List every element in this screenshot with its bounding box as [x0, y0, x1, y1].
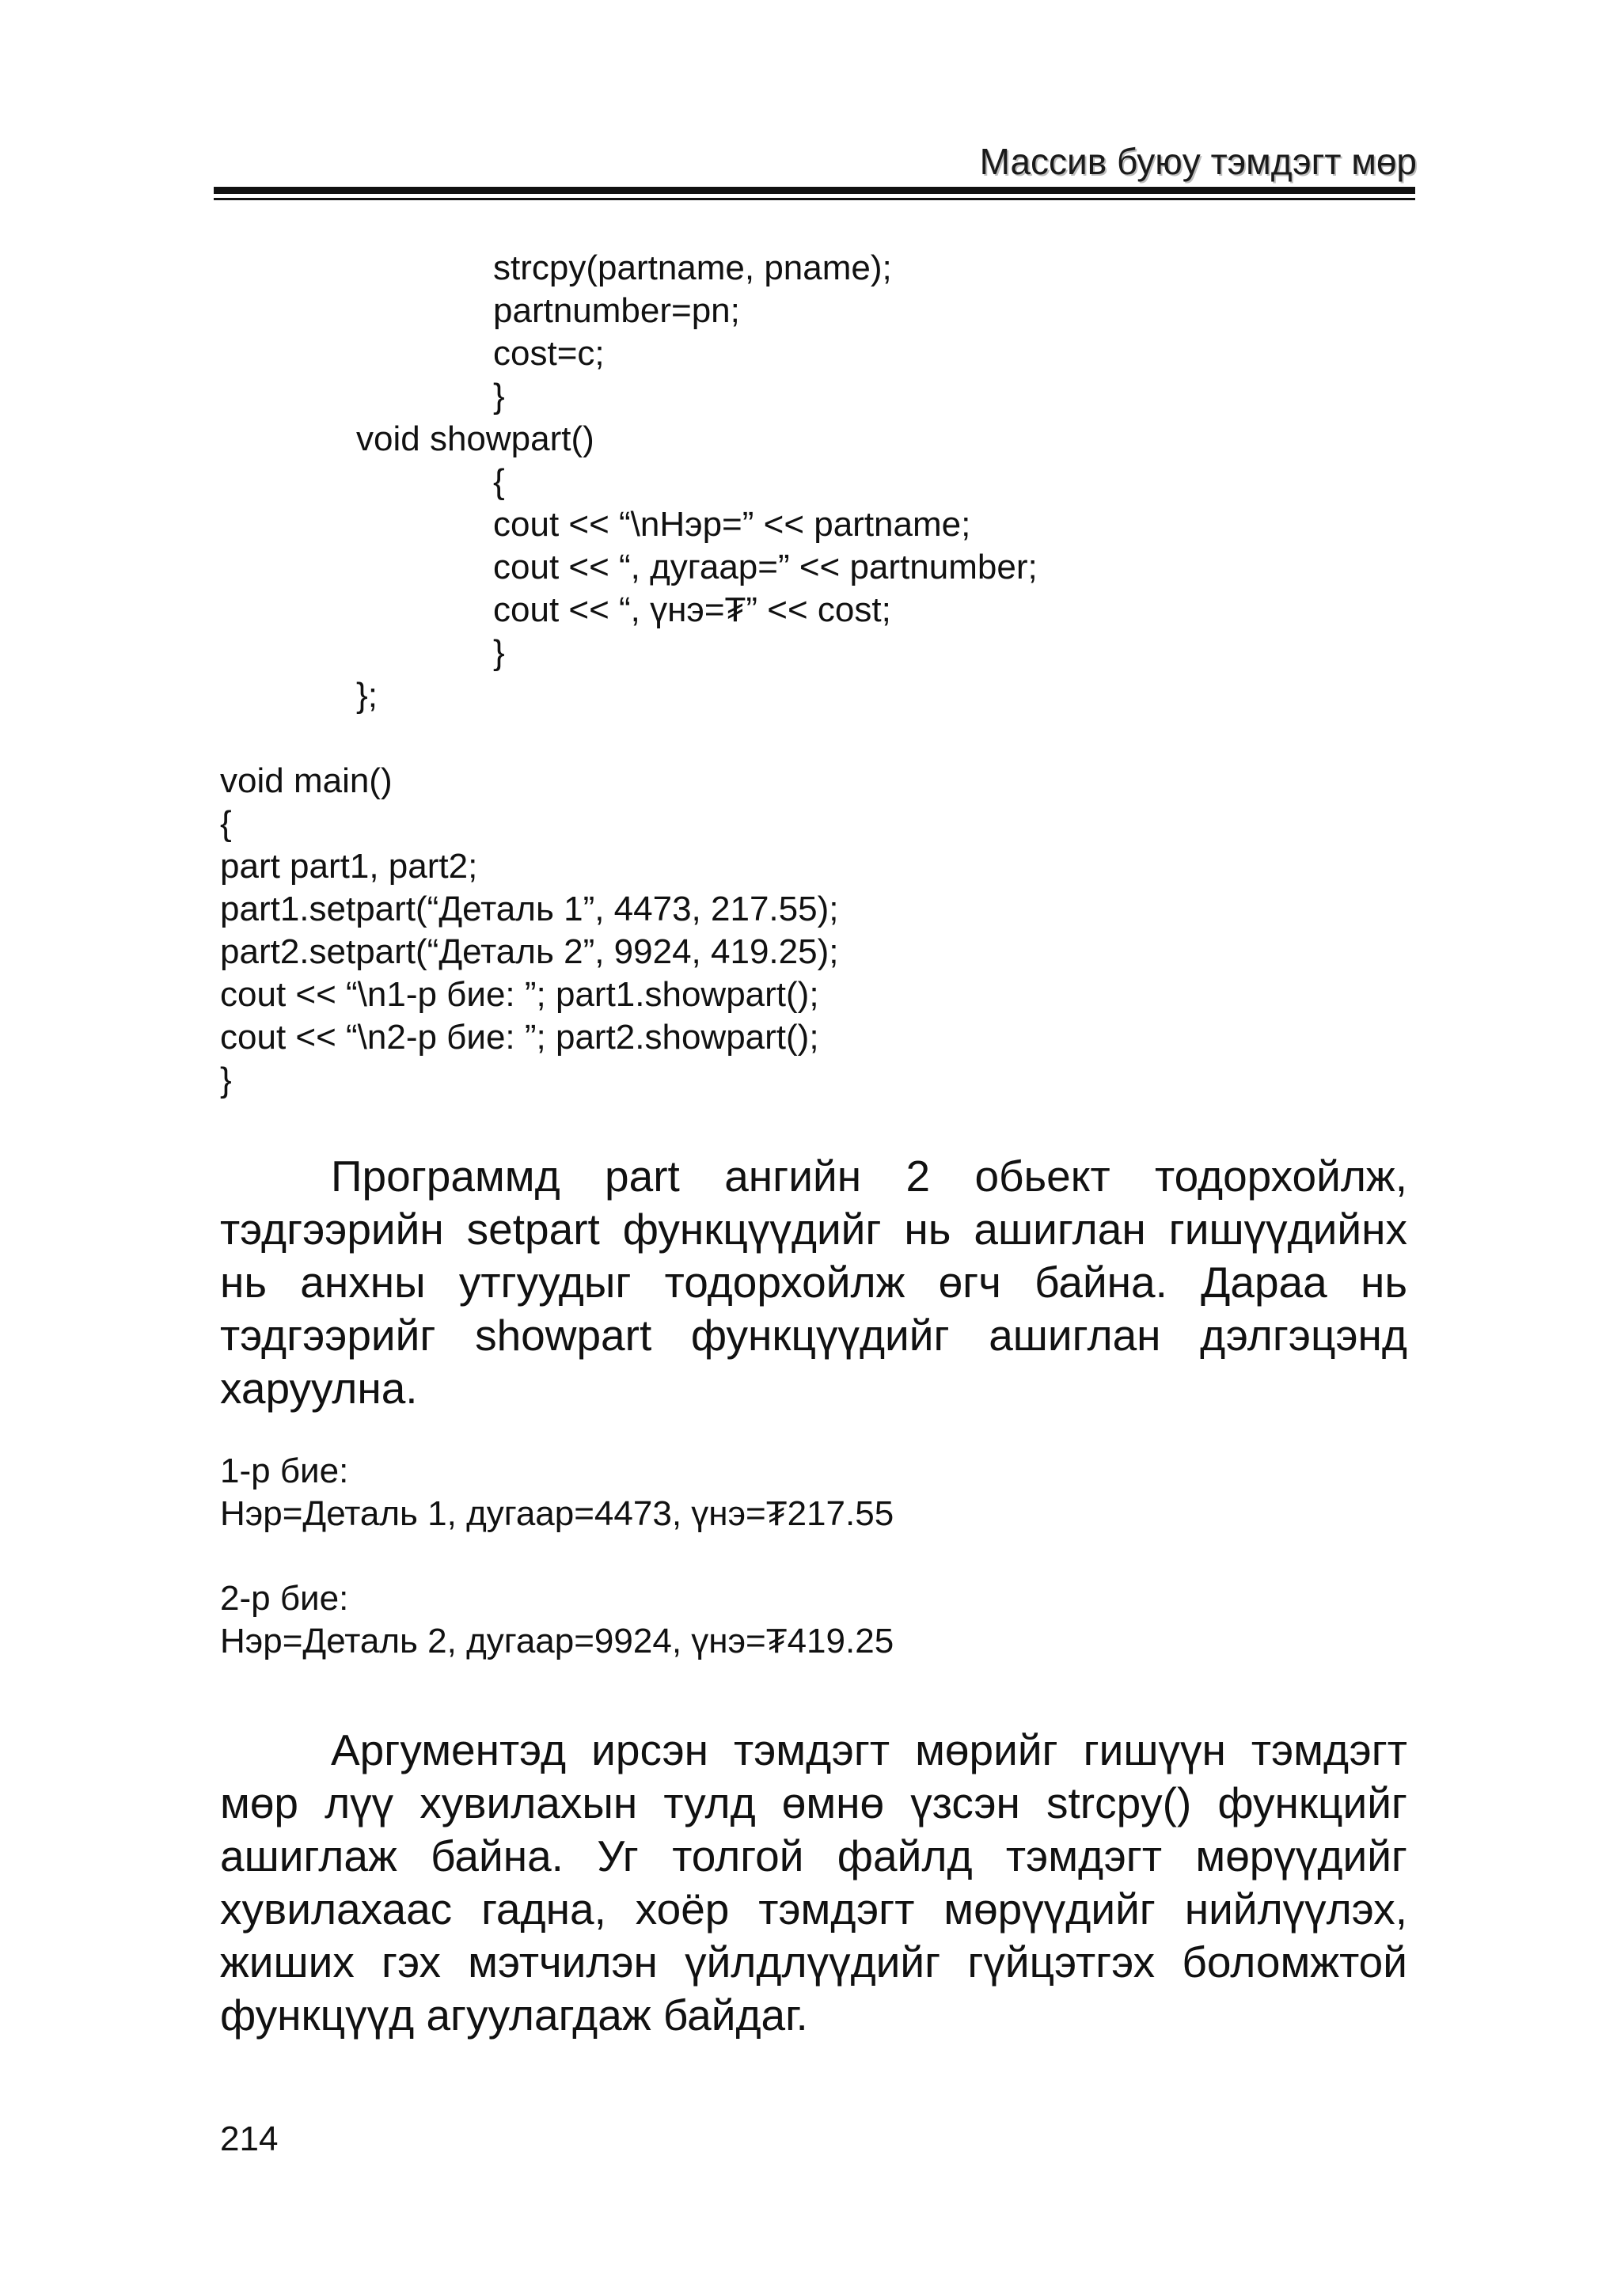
code-line: part2.setpart(“Деталь 2”, 9924, 419.25);	[220, 932, 839, 971]
header-rule	[214, 187, 1415, 194]
code-line: cout << “, үнэ=₮” << cost;	[493, 590, 891, 629]
output-label: 2-р бие:	[220, 1579, 349, 1618]
output-label: 1-р бие:	[220, 1452, 349, 1490]
code-line: {	[220, 804, 232, 843]
code-line: cost=c;	[493, 334, 605, 373]
code-line: strcpy(partname, pname);	[493, 249, 892, 287]
running-header: Массив буюу тэмдэгт мөр	[979, 141, 1417, 182]
code-line: void main()	[220, 761, 393, 800]
output-value: Нэр=Деталь 2, дугаар=9924, үнэ=₮419.25	[220, 1622, 894, 1660]
code-line: cout << “\nНэр=” << partname;	[493, 505, 971, 544]
code-line: partnumber=pn;	[493, 291, 740, 330]
output-value: Нэр=Деталь 1, дугаар=4473, үнэ=₮217.55	[220, 1494, 894, 1533]
code-line: part part1, part2;	[220, 847, 478, 886]
code-line: cout << “, дугаар=” << partnumber;	[493, 548, 1038, 586]
code-line: }	[493, 633, 505, 672]
code-line: cout << “\n1-р бие: ”; part1.showpart();	[220, 975, 819, 1014]
page-number: 214	[220, 2120, 279, 2158]
program-output-1	[220, 1450, 1407, 1535]
program-output-2	[220, 1577, 1407, 1663]
code-line: cout << “\n2-р бие: ”; part2.showpart();	[220, 1018, 819, 1057]
body-paragraph-1: Программд part ангийн 2 обьект тодорхойлж, тэдгээрийн setpart функцүүдийг нь ашиглан гишүүдийнх нь анхны утгуудыг тодорхойлж өгч байна. Дараа нь тэдгээрийг showpart функцүүдийг ашиглан дэлгэцэнд харуулна.	[220, 1152, 1407, 1413]
header-rule-thin	[214, 198, 1415, 200]
code-line: void showpart()	[356, 419, 594, 458]
code-line: };	[356, 676, 378, 715]
code-line: }	[493, 377, 505, 416]
code-line: }	[220, 1061, 232, 1099]
code-line-blank	[220, 717, 1407, 760]
code-line: part1.setpart(“Деталь 1”, 4473, 217.55);	[220, 890, 839, 928]
code-line: {	[493, 462, 505, 501]
code-block	[220, 247, 1407, 1102]
body-paragraph-2: Аргументэд ирсэн тэмдэгт мөрийг гишүүн тэмдэгт мөр лүү хувилахын тулд өмнө үзсэн strcpy() функцийг ашиглаж байна. Уг толгой файлд тэмдэгт мөрүүдийг хувилахаас гадна, хоёр тэмдэгт мөрүүдийг нийлүүлэх, жиших гэх мэтчилэн үйлдлүүдийг гүйцэтгэх боломжтой функцүүд агуулагдаж байдаг.	[220, 1725, 1407, 2040]
